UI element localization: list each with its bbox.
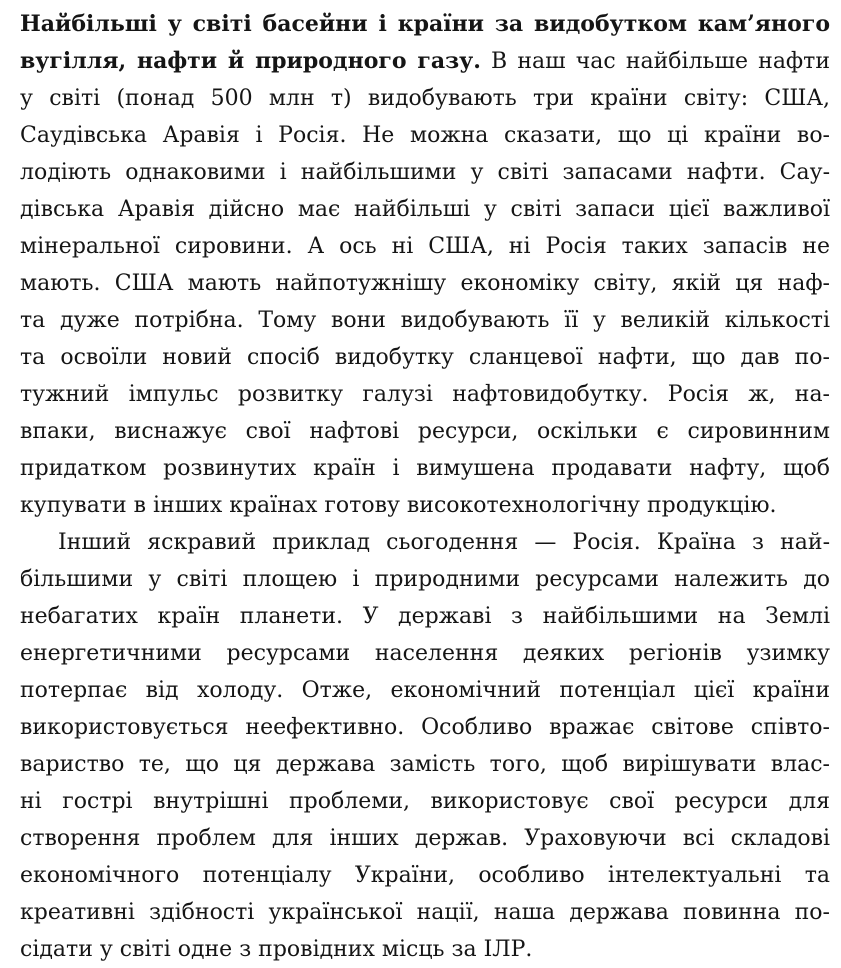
text-line: тужний імпульс розвитку галузі нафтовидобутку. Росія ж, на- (20, 382, 830, 407)
text-line (20, 43, 830, 80)
text-line: мінеральної сировини. А ось ні США, ні Росія таких запасів не (20, 234, 830, 259)
section-heading-end: вугілля, нафти й природного газу. (20, 48, 481, 74)
section-heading: Найбільші у світі басейни і країни за видобутком кам’яного (20, 11, 830, 37)
text-line: Інший яскравий приклад сьогодення — Росія. Країна з най- (58, 530, 830, 555)
text-line: лодіють однаковими і найбільшими у світі запасами нафти. Сау- (20, 160, 830, 185)
text-line: у світі (понад 500 млн т) видобувають три країни світу: США, (20, 86, 830, 111)
text-line: та дуже потрібна. Тому вони видобувають її у великій кількості (20, 308, 830, 333)
line-text: В наш час найбільше нафти (480, 49, 830, 74)
text-line: економічного потенціалу України, особливо інтелектуальні та (20, 863, 830, 888)
text-line: більшими у світі площею і природними ресурсами належить до (20, 567, 830, 592)
text-line: впаки, виснажує свої нафтові ресурси, оскільки є сировинним (20, 419, 830, 444)
text-line: створення проблем для інших держав. Ураховуючи всі складові (20, 826, 830, 851)
text-line (20, 6, 830, 43)
paragraph-2 (20, 524, 830, 968)
document-page (20, 6, 830, 968)
text-line: потерпає від холоду. Отже, економічний потенціал цієї країни (20, 678, 830, 703)
text-line: дівська Аравія дійсно має найбільші у світі запаси цієї важливої (20, 197, 830, 222)
text-line: придатком розвинутих країн і вимушена продавати нафту, щоб (20, 456, 830, 481)
text-line: сідати у світі одне з провідних місць за ІЛР. (20, 937, 533, 962)
text-line: Саудівська Аравія і Росія. Не можна сказати, що ці країни во- (20, 123, 830, 148)
text-line: небагатих країн планети. У державі з найбільшими на Землі (20, 604, 830, 629)
text-line: та освоїли новий спосіб видобутку сланцевої нафти, що дав по- (20, 345, 830, 370)
text-line: використовується неефективно. Особливо вражає світове співто- (20, 715, 830, 740)
text-line: креативні здібності української нації, наша держава повинна по- (20, 900, 830, 925)
paragraph-1 (20, 6, 830, 524)
text-line: енергетичними ресурсами населення деяких регіонів узимку (20, 641, 830, 666)
text-line: ні гострі внутрішні проблеми, використовує свої ресурси для (20, 789, 830, 814)
text-line: вариство те, що ця держава замість того, щоб вирішувати влас- (20, 752, 830, 777)
text-line: мають. США мають найпотужнішу економіку світу, якій ця наф- (20, 271, 830, 296)
text-line: купувати в інших країнах готову високотехнологічну продукцію. (20, 493, 777, 518)
